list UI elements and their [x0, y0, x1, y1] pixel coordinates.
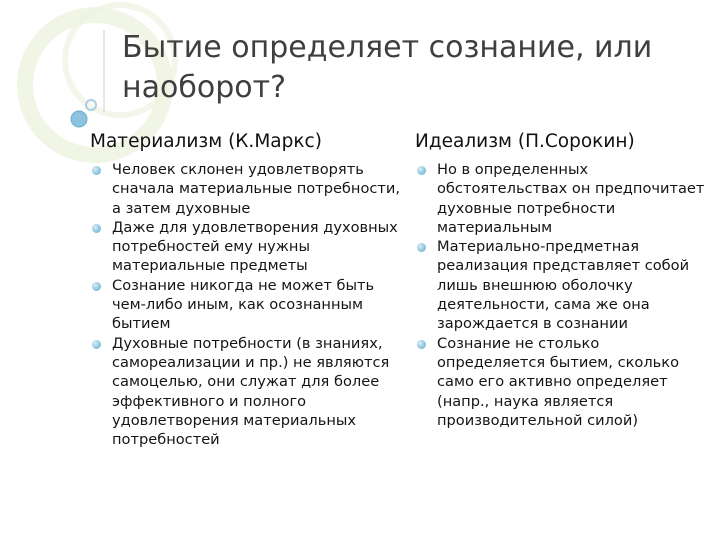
- bullet-icon: [417, 340, 426, 349]
- bullet-icon: [92, 224, 101, 233]
- list-item-text: Сознание не столько определяется бытием, сколько само его активно определяет (напр., наука является производительной силой): [437, 334, 680, 429]
- list-item: [415, 334, 705, 430]
- bullet-icon: [92, 340, 101, 349]
- list-item: [90, 276, 408, 334]
- bullet-icon: [92, 166, 101, 175]
- list-item-text: Даже для удовлетворения духовных потребностей ему нужны материальные предметы: [112, 218, 398, 275]
- title-line-2: наоборот?: [122, 70, 287, 105]
- bullet-icon: [417, 243, 426, 252]
- idealism-column: [415, 130, 705, 430]
- list-item-text: Но в определенных обстоятельствах он предпочитает духовные потребности материальным: [437, 161, 705, 236]
- list-item: [415, 160, 705, 237]
- list-item: [415, 237, 705, 333]
- materialism-column: [90, 130, 408, 449]
- materialism-heading: Материализм (К.Маркс): [90, 131, 322, 152]
- idealism-heading: Идеализм (П.Сорокин): [415, 131, 635, 152]
- bullet-icon: [92, 282, 101, 291]
- list-item: [90, 334, 408, 450]
- list-item: [90, 218, 408, 276]
- materialism-list: [90, 160, 408, 449]
- list-item-text: Духовные потребности (в знаниях, самореализации и пр.) не являются самоцелью, они служат для более эффективного и полного удовлетворения материальных потребностей: [112, 334, 390, 449]
- list-item-text: Человек склонен удовлетворять сначала материальные потребности, а затем духовные: [112, 161, 401, 217]
- list-item-text: Сознание никогда не может быть чем-либо иным, как осознанным бытием: [112, 276, 375, 333]
- list-item-text: Материально-предметная реализация представляет собой лишь внешнюю оболочку деятельности, сама же она зарождается в сознании: [437, 238, 690, 333]
- bullet-icon: [417, 166, 426, 175]
- list-item: [90, 160, 408, 218]
- idealism-list: [415, 160, 705, 430]
- title-line-1: Бытие определяет сознание, или: [122, 30, 653, 65]
- slide-title: [122, 28, 682, 108]
